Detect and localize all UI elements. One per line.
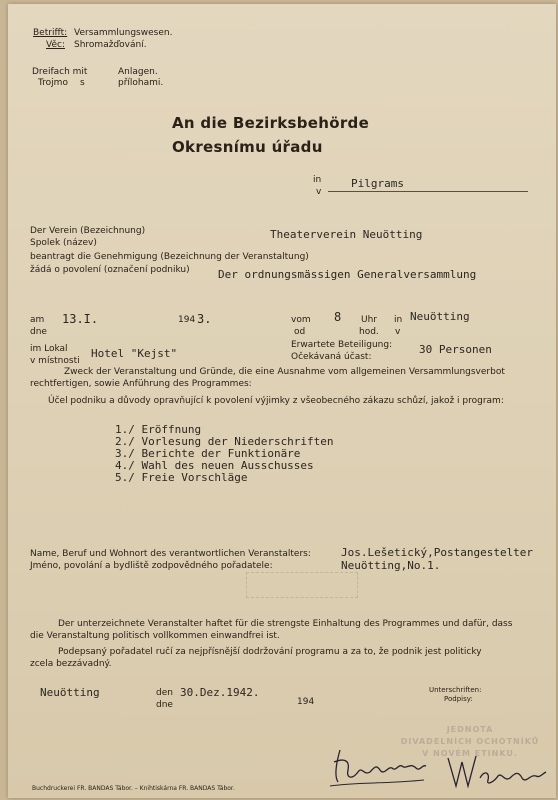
vec-label: Věc: xyxy=(46,40,65,50)
veranstalter-label-de: Name, Beruf und Wohnort des verantwortlichen Veranstalters: xyxy=(30,549,311,559)
vom-label: vom xyxy=(291,315,311,325)
program-item: 5./ Freie Vorschläge xyxy=(115,471,248,484)
program-item: 1./ Eröffnung xyxy=(115,423,202,436)
title-v-label: v xyxy=(316,187,322,197)
document-sheet xyxy=(8,4,556,798)
dne-label: dne xyxy=(30,327,47,337)
persons-value: 30 Personen xyxy=(419,343,492,356)
program-item: 2./ Vorlesung der Niederschriften xyxy=(115,435,334,448)
stamp-line: DIVADELNÍCH OCHOTNÍKŮ xyxy=(400,737,540,746)
vec-value: Shromažďování. xyxy=(74,40,147,50)
declaration-cz-line-2: zcela bezzávadný. xyxy=(30,659,112,669)
signature-mayer xyxy=(440,748,550,796)
verein-value: Theaterverein Neuötting xyxy=(270,228,423,241)
stamp-line: JEDNOTA xyxy=(446,725,494,734)
signature-lesseticky xyxy=(326,742,436,794)
declaration-cz-line-1: Podepsaný pořadatel ručí za nejpřísnější dodržování programu a za to, že podnik jest politicky xyxy=(58,647,482,657)
im-lokal-label: im Lokal xyxy=(30,344,68,354)
declaration-de-line-1: Der unterzeichnete Veranstalter haftet für die strengste Einhaltung des Programmes und dafür, dass xyxy=(58,619,513,629)
v-label: v xyxy=(395,327,401,337)
title-line-1: An die Bezirksbehörde xyxy=(172,114,370,132)
title-line-2: Okresnímu úřadu xyxy=(172,138,323,156)
od-label: od xyxy=(294,327,306,337)
betrifft-value: Versammlungswesen. xyxy=(74,28,173,38)
in-label: in xyxy=(394,315,403,325)
program-list xyxy=(115,424,334,484)
prilohami-label: přílohami. xyxy=(118,78,164,88)
genehmigung-label-cz: žádá o povolení (označení podniku) xyxy=(30,265,190,275)
anlagen-label: Anlagen. xyxy=(118,67,158,77)
veranstalter-label-cz: Jméno, povolání a bydliště zodpovědného pořadatele: xyxy=(30,561,273,571)
uhr-label: Uhr xyxy=(361,315,377,325)
genehmigung-label-de: beantragt die Genehmigung (Bezeichnung der Veranstaltung) xyxy=(30,252,309,262)
erwartete-label: Erwartete Beteiligung: xyxy=(291,340,393,350)
footer-year-label: 194 xyxy=(297,697,315,707)
verein-label-de: Der Verein (Bezeichnung) xyxy=(30,226,146,236)
veranstalter-value-line-2: Neuötting,No.1. xyxy=(341,559,441,572)
dreifach-label: Dreifach mit xyxy=(32,67,88,77)
program-item: 4./ Wahl des neuen Ausschusses xyxy=(115,459,314,472)
zweck-de-line-1: Zweck der Veranstaltung und Gründe, die eine Ausnahme vom allgemeinen Versammlungsverbot xyxy=(64,367,505,377)
event-date-value: 13.I. xyxy=(62,312,99,326)
year-digit-value: 3. xyxy=(197,312,212,326)
printer-imprint: Buchdruckerei FR. BANDAS Tábor. – Knihtiskárna FR. BANDAS Tábor. xyxy=(32,785,235,792)
genehmigung-value: Der ordnungsmässigen Generalversammlung xyxy=(218,268,477,281)
declaration-de-line-2: die Veranstaltung politisch vollkommen einwandfrei ist. xyxy=(30,631,280,641)
footer-date-value: 30.Dez.1942. xyxy=(180,686,260,699)
hour-value: 8 xyxy=(334,310,342,324)
title-in-label: in xyxy=(313,175,322,185)
year-prefix: 194 xyxy=(178,315,196,325)
ocekavana-label: Očekávaná účast: xyxy=(291,352,372,362)
zweck-de-line-2: rechtfertigen, sowie Anführung des Programmes: xyxy=(30,379,252,389)
hod-label: hod. xyxy=(359,327,379,337)
betrifft-label: Betrifft: xyxy=(33,28,68,38)
s-label: s xyxy=(80,78,85,88)
unterschriften-label: Unterschriften: xyxy=(429,686,482,694)
zweck-cz-line: Účel podniku a důvody opravňující k povolení výjimky z všeobecného zákazu schůzí, jakož i program: xyxy=(48,396,504,406)
v-mistnosti-label: v místnosti xyxy=(30,356,80,366)
trojmo-label: Trojmo xyxy=(38,78,68,88)
dne-footer-label: dne xyxy=(156,700,173,710)
verein-label-cz: Spolek (název) xyxy=(30,238,97,248)
event-place-value: Neuötting xyxy=(410,310,470,323)
am-label: am xyxy=(30,315,45,325)
authority-place-line xyxy=(328,191,528,192)
faint-stamp-mark xyxy=(246,572,358,598)
authority-place-value: Pilgrams xyxy=(351,177,404,190)
podpisy-label: Podpisy: xyxy=(444,695,473,703)
footer-place-value: Neuötting xyxy=(40,686,100,699)
lokal-value: Hotel "Kejst" xyxy=(91,347,178,360)
stamp-line: V NOVÉM ETINKU. xyxy=(422,749,518,758)
program-item: 3./ Berichte der Funktionäre xyxy=(115,447,301,460)
veranstalter-value-line-1: Jos.Lešetický,Postangestelter xyxy=(341,546,534,559)
den-label: den xyxy=(156,688,173,698)
